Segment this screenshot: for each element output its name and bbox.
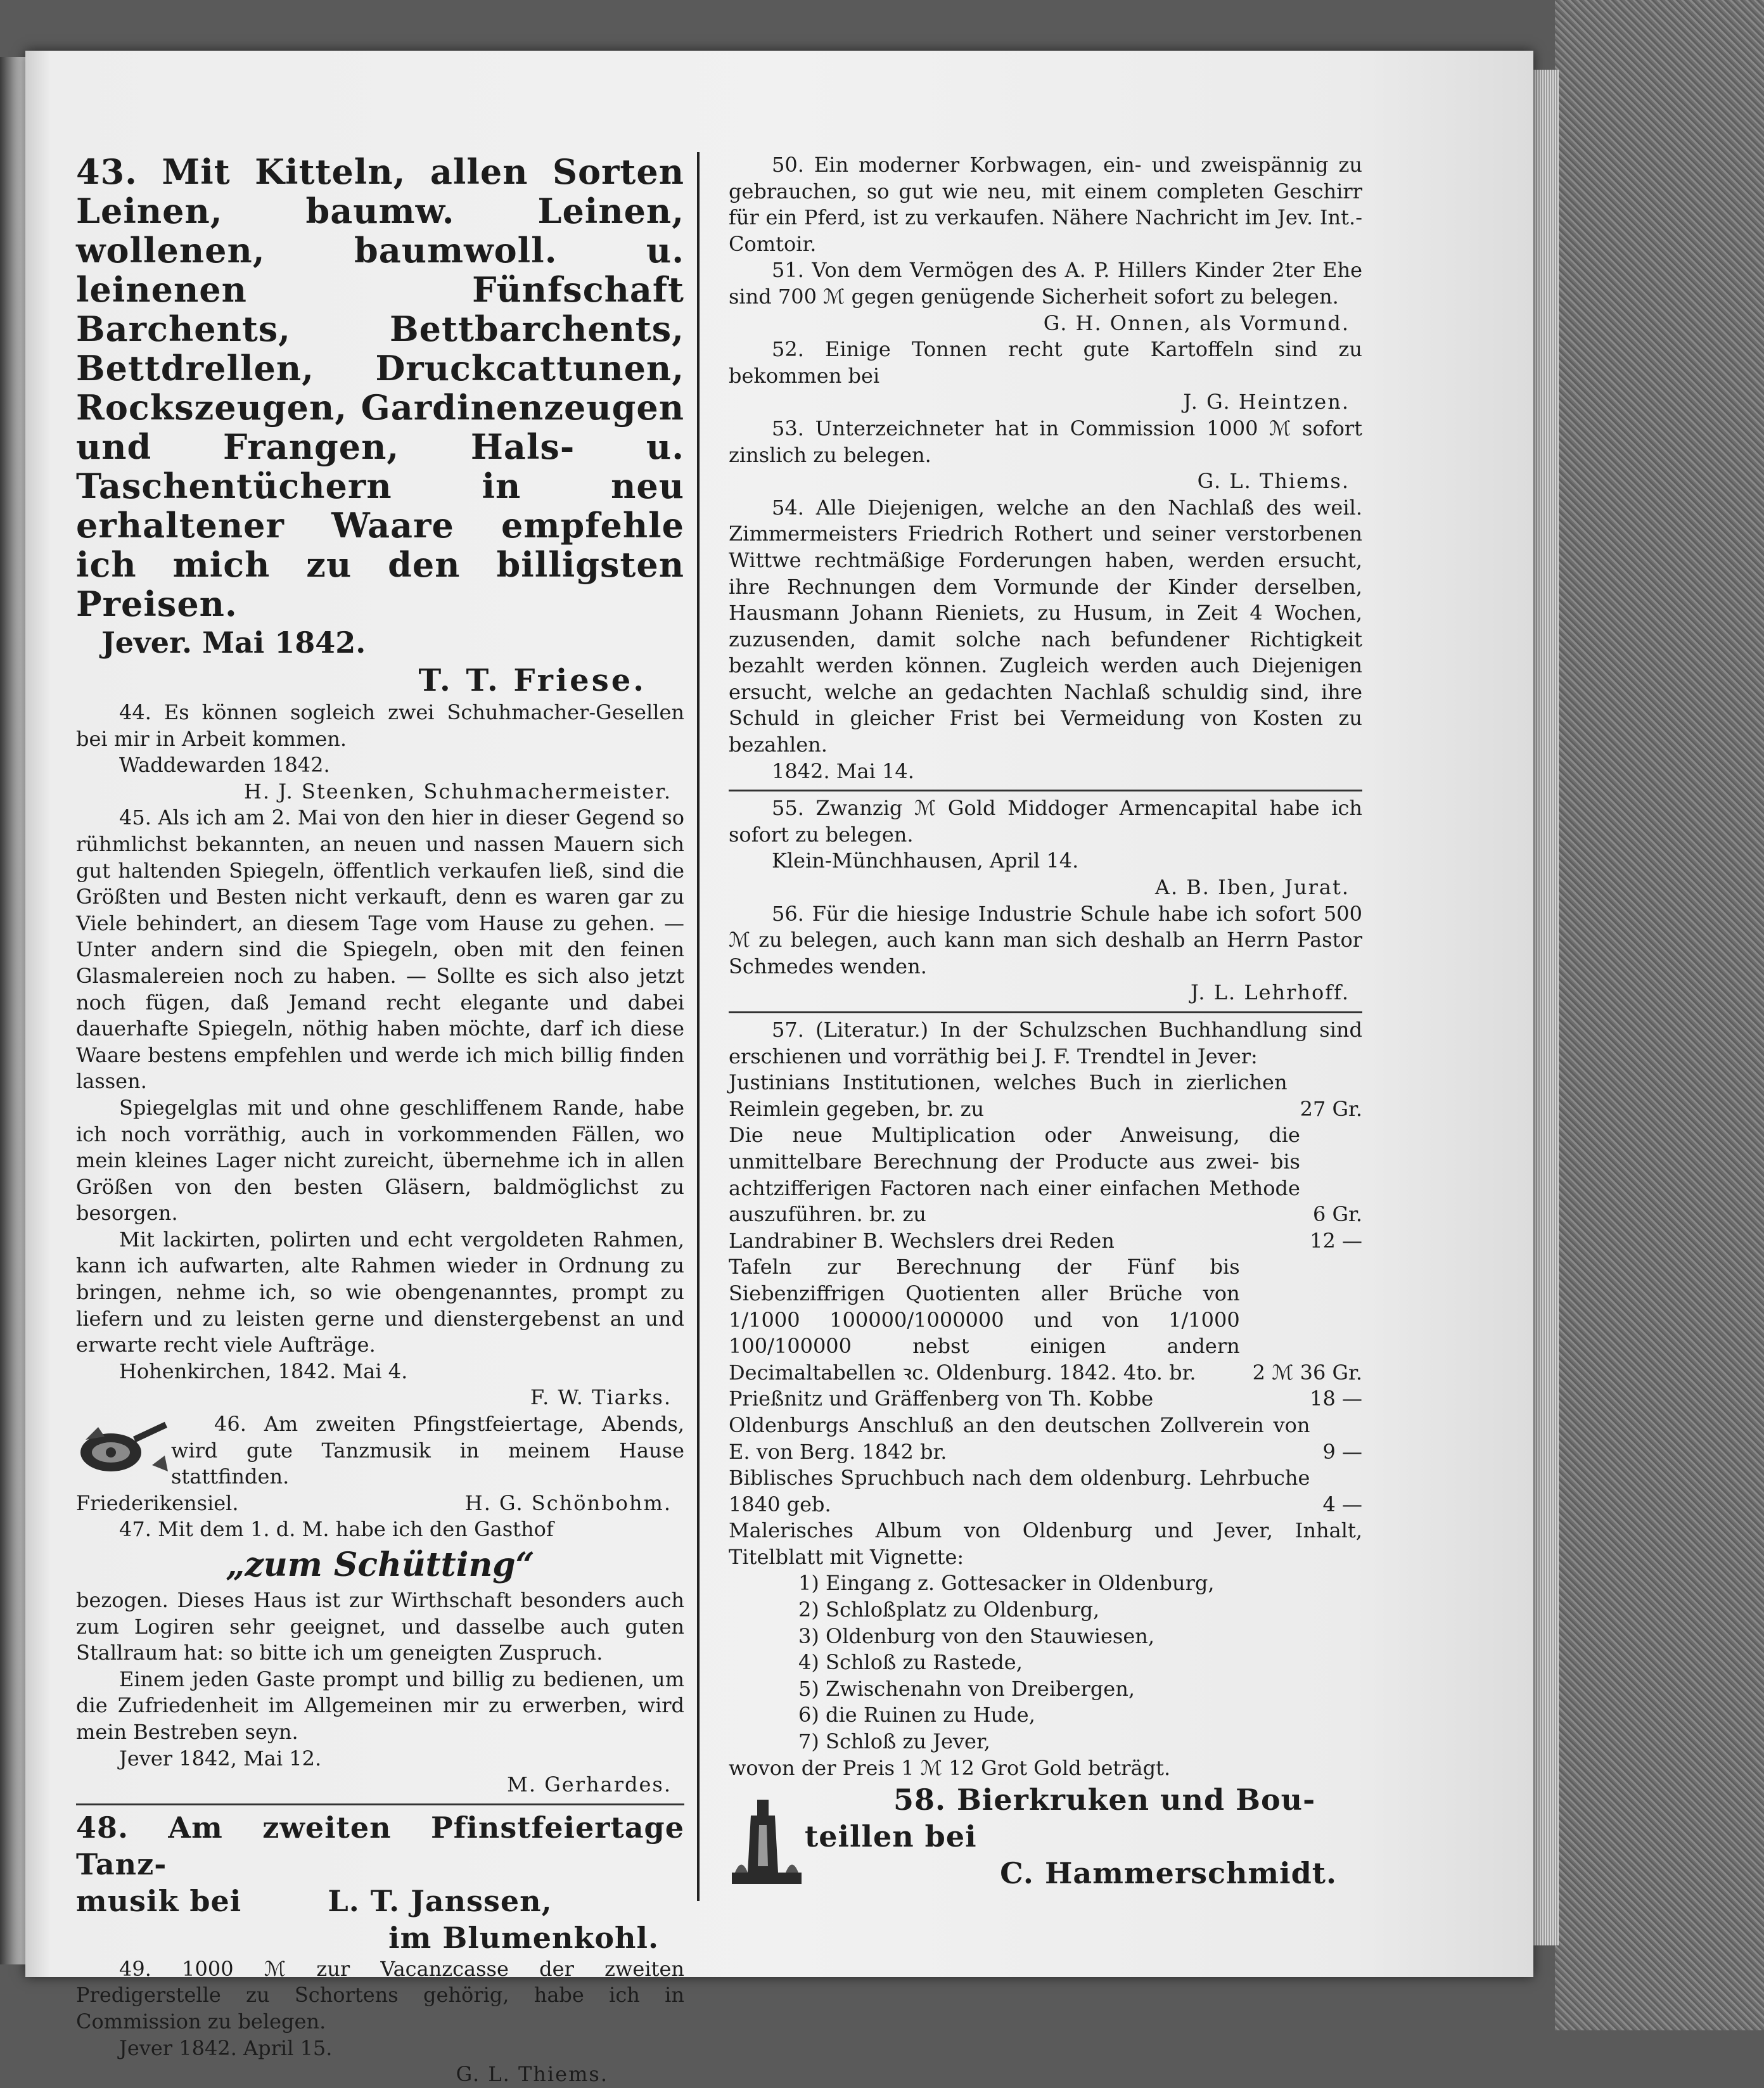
ad-45-signature: F. W. Tiarks.: [530, 1385, 672, 1410]
ad-46-signature: H. G. Schönbohm.: [464, 1490, 672, 1515]
ad-53-text: 53. Unterzeichneter hat in Commission 1000 ℳ sofort zinslich zu belegen.: [729, 416, 1362, 467]
book-title: Malerisches Album von Oldenburg und Jever, Inhalt, Titelblatt mit Vignette:: [729, 1518, 1362, 1569]
advertisement-52: [729, 336, 1362, 416]
advertisement-54: [729, 495, 1362, 785]
advertisement-47: [76, 1516, 684, 1798]
ad-55-place: Klein-Münchhausen, April 14.: [772, 849, 1079, 873]
ad-52-signature: J. G. Heintzen.: [1183, 390, 1350, 414]
ad-49-text: 49. 1000 ℳ zur Vacanzcasse der zweiten Predigerstelle zu Schortens gehörig, habe ich in Commission zu belegen.: [76, 1956, 684, 2034]
ad-48-line-3: im Blumenkohl.: [388, 1920, 659, 1955]
ad-47-intro: 47. Mit dem 1. d. M. habe ich den Gasthof: [119, 1517, 554, 1542]
ad-56-text: 56. Für die hiesige Industrie Schule habe ich sofort 500 ℳ zu belegen, auch kann man sich deshalb an Herrn Pastor Schmedes wenden.: [729, 901, 1362, 978]
ad-47-signature: M. Gerhardes.: [507, 1772, 672, 1797]
ad-55-text: 55. Zwanzig ℳ Gold Middoger Armencapital habe ich sofort zu belegen.: [729, 796, 1362, 847]
advertisement-58: [729, 1781, 1362, 1892]
book-entry: [729, 1465, 1362, 1518]
advertisement-43: [76, 152, 684, 700]
ad-50-text: 50. Ein moderner Korbwagen, ein- und zweispännig zu gebrauchen, so gut wie neu, mit einem completen Geschirr für ein Pferd, ist zu verkaufen. Nähere Nachricht im Jev. Int.-Comtoir.: [729, 153, 1362, 256]
ad-49-signature: G. L. Thiems.: [456, 2062, 608, 2087]
book-title: Justinians Institutionen, welches Buch in zierlichen Reimlein gegeben, br. zu: [729, 1070, 1288, 1121]
advertisement-46: [76, 1411, 684, 1490]
ad-44-text: 44. Es können sogleich zwei Schuhmacher-Gesellen bei mir in Arbeit kommen.: [76, 700, 684, 751]
book-title: Prießnitz und Gräffenberg von Th. Kobbe: [729, 1387, 1154, 1411]
ad-43-date: Jever. Mai 1842.: [101, 625, 366, 660]
ad-46-text: 46. Am zweiten Pfingstfeiertage, Abends, wird gute Tanzmusik in meinem Hause stattfinden.: [171, 1412, 684, 1489]
newspaper-page: [25, 51, 1533, 2087]
album-item: 5) Zwischenahn von Dreibergen,: [798, 1676, 1135, 1701]
book-entry: [729, 1122, 1362, 1227]
book-title: Biblisches Spruchbuch nach dem oldenburg. Lehrbuche 1840 geb.: [729, 1466, 1310, 1516]
book-title: Die neue Multiplication oder Anweisung, die unmittelbare Berechnung der Producte aus zwei- bis achtzifferigen Factoren nach einer einfachen Methode auszuführen. br. zu: [729, 1123, 1300, 1227]
album-item: 3) Oldenburg von den Stauwiesen,: [798, 1624, 1155, 1648]
ad-43-signature: T. T. Friese.: [418, 663, 646, 698]
advertisement-44: [76, 700, 684, 805]
ad-58-signature: C. Hammerschmidt.: [1000, 1856, 1337, 1891]
ad-46-place: Friederikensiel.: [76, 1490, 239, 1515]
ad-58-line-2: teillen bei: [805, 1819, 977, 1854]
book-binding: [1555, 0, 1764, 2030]
guitar-illustration: [76, 1411, 171, 1481]
ad-53-signature: G. L. Thiems.: [1197, 469, 1350, 494]
book-price: 2 ℳ 36 Gr.: [1252, 1360, 1362, 1385]
ad-54-text: 54. Alle Diejenigen, welche an den Nachlaß des weil. Zimmermeisters Friedrich Rothert und seiner verstorbenen Wittwe rechtmäßige Forderungen haben, werden ersucht, ihre Rechnungen dem Vormunde der Kinder derselben, Hausmann Johann Rieniets, zu Husum, in Zeit 4 Wochen, zuzusenden, damit solche nach befundener Richtigkeit bezahlt werden können. Zugleich werden auch Diejenigen ersucht, welche an gedachten Nachlaß schuldig sind, ihre Schuld in gleicher Frist bei Vermeidung von Kosten zu bezahlen.: [729, 495, 1362, 757]
ad-51-signature: G. H. Onnen, als Vormund.: [1043, 311, 1350, 335]
advertisement-48: [76, 1809, 684, 1956]
right-column: [729, 152, 1362, 1892]
ad-48-line-2: musik bei L. T. Janssen,: [76, 1883, 553, 1918]
ad-57-intro: 57. (Literatur.) In der Schulzschen Buchhandlung sind erschienen und vorräthig bei J. F. Trendtel in Jever:: [729, 1018, 1362, 1068]
advertisement-51: [729, 257, 1362, 336]
advertisement-53: [729, 416, 1362, 495]
ad-45-paragraph-1: 45. Als ich am 2. Mai von den hier in dieser Gegend so rühmlichst bekannten, an neuen und nassen Mauern sich gut haltenden Spiegeln, öffentlich verkaufen ließ, sind die Größten und Besten nicht verkauft, denn es waren gar zu Viele behindert, an diesem Tage vom Hause zu gehen. — Unter andern sind die Spiegeln, oben mit den feinen Glasmalereien noch zu haben. — Sollte es sich also jetzt noch fügen, daß Jemand recht elegante und dabei dauerhafte Spiegeln, nöthig haben möchte, darf ich diese Waare bestens empfehlen und werde ich mich billig finden lassen.: [76, 805, 684, 1094]
advertisement-56: [729, 901, 1362, 1006]
book-entry: [729, 1070, 1362, 1122]
left-column: [76, 152, 684, 2088]
ad-47-paragraph-2: Einem jeden Gaste prompt und billig zu bedienen, um die Zufriedenheit im Allgemeinen mir zu erwerben, wird mein Bestreben seyn.: [76, 1667, 684, 1744]
book-entry: [729, 1412, 1362, 1465]
book-title: Oldenburgs Anschluß an den deutschen Zollverein von E. von Berg. 1842 br.: [729, 1412, 1310, 1464]
book-title: Tafeln zur Berechnung der Fünf bis Siebenziffrigen Quotienten aller Brüche von 1/1000 100000/1000000 und von 1/1000 100/100000 nebst einigen andern Decimaltabellen ꝛc. Oldenburg. 1842. 4to. br.: [729, 1255, 1240, 1385]
ad-43-text: 43. Mit Kitteln, allen Sorten Leinen, baumw. Leinen, wollenen, baumwoll. u. leinenen Fünfschaft Barchents, Bettbarchents, Bettdrellen, Druckcattunen, Rockszeugen, Gardinenzeugen und Frangen, Hals- u. Taschentüchern in neu erhaltener Waare empfehle ich mich zu den billigsten Preisen.: [76, 151, 684, 624]
ad-58-line-1: 58. Bierkruken und Bou-: [893, 1783, 1316, 1817]
ad-51-text: 51. Von dem Vermögen des A. P. Hillers Kinder 2ter Ehe sind 700 ℳ gegen genügende Sicherheit sofort zu belegen.: [729, 258, 1362, 309]
ad-45-paragraph-3: Mit lackirten, polirten und echt vergoldeten Rahmen, kann ich aufwarten, alte Rahmen wieder in Ordnung zu bringen, nehme ich, so wie obengenanntes, prompt zu liefern und zu leisten gerne und dienstergebenst an und erwarte recht viele Aufträge.: [76, 1227, 684, 1357]
book-entry: [729, 1228, 1362, 1255]
book-entry: [729, 1254, 1362, 1386]
advertisement-49: [76, 1956, 684, 2088]
ad-57-closing: wovon der Preis 1 ℳ 12 Grot Gold beträgt.: [729, 1755, 1171, 1780]
advertisement-57: [729, 1017, 1362, 1781]
album-item: 4) Schloß zu Rastede,: [798, 1650, 1023, 1675]
ad-47-gasthof-name: „zum Schütting“: [226, 1546, 535, 1584]
advertisement-45: [76, 805, 684, 1411]
divider-rule: [76, 1803, 684, 1805]
book-price: 12 —: [1310, 1228, 1362, 1253]
ad-47-place: Jever 1842, Mai 12.: [119, 1746, 322, 1771]
ad-54-date: 1842. Mai 14.: [772, 759, 914, 783]
book-price: 4 —: [1322, 1492, 1362, 1516]
ad-48-line-1: 48. Am zweiten Pfinstfeiertage Tanz-: [76, 1810, 684, 1881]
ad-44-signature: H. J. Steenken, Schuhmachermeister.: [243, 779, 672, 804]
beer-bottle-illustration: [729, 1797, 805, 1892]
ad-56-signature: J. L. Lehrhoff.: [1191, 980, 1350, 1005]
ad-47-paragraph-1: bezogen. Dieses Haus ist zur Wirthschaft besonders auch zum Logiren sehr geeignet, und dasselbe auch guten Stallraum hat: so bitte ich um geneigten Zuspruch.: [76, 1588, 684, 1665]
book-price: 9 —: [1322, 1439, 1362, 1464]
ad-46-footer: [76, 1490, 684, 1517]
advertisement-50: [729, 152, 1362, 257]
book-entry: [729, 1386, 1362, 1412]
album-item: 1) Eingang z. Gottesacker in Oldenburg,: [798, 1571, 1215, 1596]
book-title: Landrabiner B. Wechslers drei Reden: [729, 1228, 1115, 1253]
ad-45-paragraph-2: Spiegelglas mit und ohne geschliffenem Rande, habe ich noch vorräthig, auch in vorkommenden Fällen, wo mein kleines Lager nicht zureicht, übernehme ich in allen Größen von den besten Gläsern, baldmöglichst zu besorgen.: [76, 1095, 684, 1226]
advertisement-55: [729, 795, 1362, 900]
ad-49-place: Jever 1842. April 15.: [119, 2035, 333, 2060]
ad-45-place: Hohenkirchen, 1842. Mai 4.: [119, 1359, 408, 1383]
column-divider: [697, 152, 700, 1901]
book-price: 27 Gr.: [1300, 1096, 1362, 1121]
ad-55-signature: A. B. Iben, Jurat.: [1154, 875, 1350, 900]
ad-52-text: 52. Einige Tonnen recht gute Kartoffeln sind zu bekommen bei: [729, 337, 1362, 388]
album-item: 6) die Ruinen zu Hude,: [798, 1703, 1035, 1727]
divider-rule: [729, 790, 1362, 791]
book-price: 18 —: [1310, 1387, 1362, 1411]
album-item: 7) Schloß zu Jever,: [798, 1729, 990, 1754]
book-price: 6 Gr.: [1312, 1202, 1362, 1227]
ad-44-place: Waddewarden 1842.: [119, 753, 330, 778]
divider-rule: [729, 1011, 1362, 1013]
album-item: 2) Schloßplatz zu Oldenburg,: [798, 1598, 1100, 1622]
